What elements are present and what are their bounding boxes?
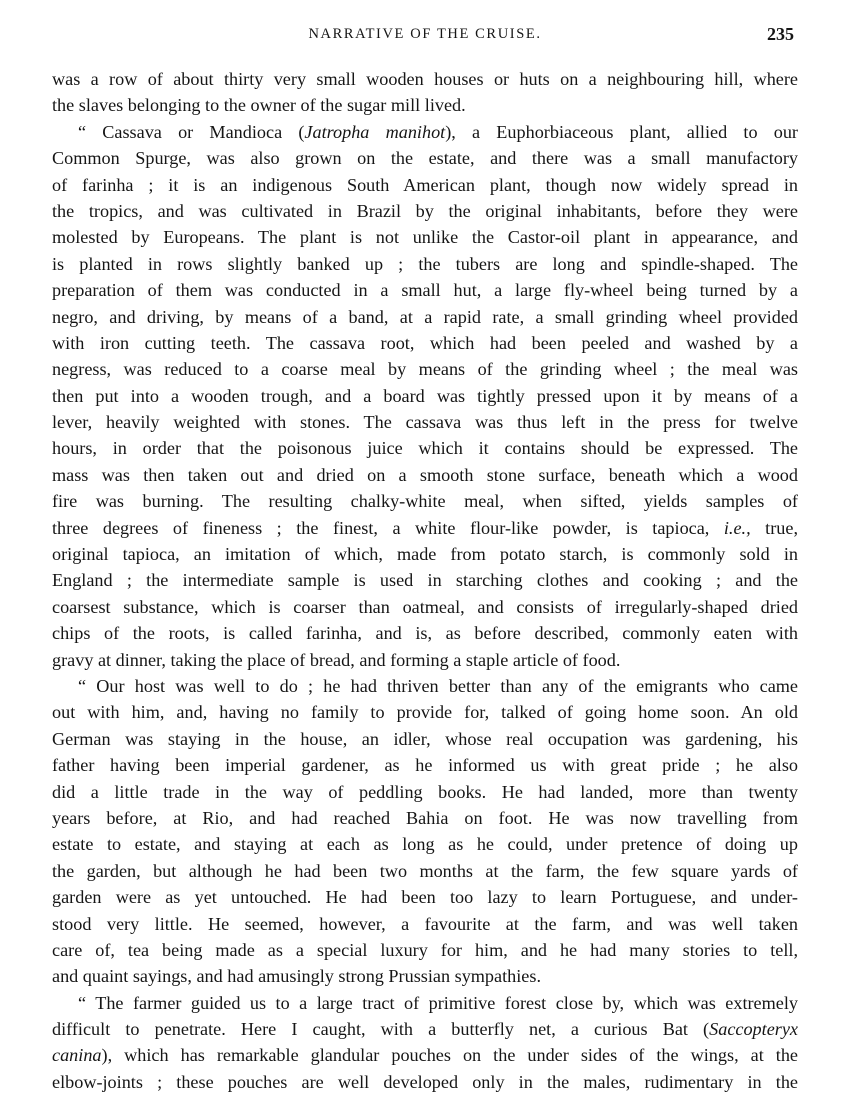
text-segment: Common Spurge, was also grown on the estate, and there was a small manufactory: [52, 148, 798, 169]
text-line: [52, 567, 798, 593]
text-line: [52, 911, 798, 937]
text-segment: mass was then taken out and dried on a smooth stone surface, beneath which a wood: [52, 464, 798, 485]
text-line: [52, 119, 798, 145]
text-segment: three degrees of fineness ; the finest, a white flour-like powder, is tapioca,: [52, 517, 724, 538]
text-line: [52, 435, 798, 461]
paragraph: [52, 990, 798, 1096]
text-segment: difficult to penetrate. Here I caught, with a butterfly net, a curious Bat (: [52, 1019, 710, 1040]
text-segment: of farinha ; it is an indigenous South American plant, though now widely spread in: [52, 174, 798, 195]
text-segment: “ Cassava or Mandioca (: [78, 121, 305, 142]
text-line: [52, 831, 798, 857]
text-segment: was a row of about thirty very small wooden houses or huts on a neighbouring hill, where: [52, 69, 798, 89]
text-segment: and quaint sayings, and had amusingly strong Prussian sympathies.: [52, 966, 541, 987]
text-line: [52, 673, 798, 699]
running-title: NARRATIVE OF THE CRUISE.: [308, 26, 542, 42]
text-line: [52, 356, 798, 382]
text-segment: did a little trade in the way of peddling books. He had landed, more than twenty: [52, 781, 798, 802]
text-line: [52, 145, 798, 171]
text-segment: garden were as yet untouched. He had been too lazy to learn Portuguese, and under-: [52, 887, 798, 908]
text-segment: negro, and driving, by means of a band, at a rapid rate, a small grinding wheel provided: [52, 306, 798, 327]
page-number: 235: [767, 24, 794, 44]
italic-text: Saccopteryx: [709, 1019, 798, 1040]
text-segment: coarsest substance, which is coarser than oatmeal, and consists of irregularly-shaped dried: [52, 596, 798, 617]
text-segment: lever, heavily weighted with stones. The cassava was thus left in the press for twelve: [52, 412, 798, 433]
text-line: [52, 224, 798, 250]
paragraph: [52, 66, 798, 119]
text-line: [52, 594, 798, 620]
text-line: [52, 515, 798, 541]
text-line: [52, 858, 798, 884]
text-line: [52, 251, 798, 277]
paragraph: [52, 673, 798, 990]
text-segment: the slaves belonging to the owner of the sugar mill lived.: [52, 95, 466, 116]
text-segment: England ; the intermediate sample is used in starching clothes and cooking ; and the: [52, 570, 798, 591]
text-line: [52, 990, 798, 1016]
text-segment: with iron cutting teeth. The cassava root, which had been peeled and washed by a: [52, 332, 798, 353]
text-line: [52, 647, 798, 673]
text-line: [52, 963, 798, 989]
text-segment: estate to estate, and staying at each as long as he could, under pretence of doing up: [52, 834, 798, 855]
text-segment: chips of the roots, is called farinha, and is, as before described, commonly eaten with: [52, 623, 798, 644]
text-segment: true,: [750, 517, 798, 538]
text-line: [52, 1016, 798, 1042]
body-text: [52, 66, 798, 1095]
text-line: [52, 172, 798, 198]
text-segment: “ Our host was well to do ; he had thriven better than any of the emigrants who came: [78, 675, 798, 696]
italic-text: canina: [52, 1045, 102, 1066]
text-segment: gravy at dinner, taking the place of bread, and forming a staple article of food.: [52, 649, 621, 670]
text-segment: German was staying in the house, an idler, whose real occupation was gardening, his: [52, 728, 798, 749]
text-line: [52, 277, 798, 303]
text-line: [52, 198, 798, 224]
text-line: [52, 488, 798, 514]
text-segment: molested by Europeans. The plant is not unlike the Castor-oil plant in appearance, and: [52, 227, 798, 248]
text-segment: original tapioca, an imitation of which, made from potato starch, is commonly sold in: [52, 544, 798, 565]
text-line: [52, 937, 798, 963]
text-segment: ), a Euphorbiaceous plant, allied to our: [445, 121, 798, 142]
text-line: [52, 330, 798, 356]
text-segment: the garden, but although he had been two months at the farm, the few square yards of: [52, 860, 798, 881]
text-segment: care of, tea being made as a special luxury for him, and he had many stories to tell,: [52, 939, 798, 960]
italic-text: Jatropha manihot: [304, 121, 446, 142]
text-segment: is planted in rows slightly banked up ; the tubers are long and spindle-shaped. The: [52, 253, 798, 274]
text-segment: “ The farmer guided us to a large tract of primitive forest close by, which was extremely: [78, 992, 798, 1013]
text-segment: then put into a wooden trough, and a board was tightly pressed upon it by means of a: [52, 385, 798, 406]
text-line: [52, 1069, 798, 1095]
text-segment: elbow-joints ; these pouches are well developed only in the males, rudimentary in the: [52, 1071, 798, 1092]
text-line: [52, 699, 798, 725]
text-segment: fire was burning. The resulting chalky-white meal, when sifted, yields samples of: [52, 491, 798, 512]
text-line: [52, 805, 798, 831]
text-segment: negress, was reduced to a coarse meal by means of the grinding wheel ; the meal was: [52, 359, 798, 380]
text-segment: hours, in order that the poisonous juice which it contains should be expressed. The: [52, 438, 798, 459]
text-segment: years before, at Rio, and had reached Bahia on foot. He was now travelling from: [52, 807, 798, 828]
text-line: [52, 726, 798, 752]
text-line: [52, 620, 798, 646]
text-line: [52, 752, 798, 778]
text-segment: preparation of them was conducted in a small hut, a large fly-wheel being turned by a: [52, 280, 798, 301]
text-segment: ), which has remarkable glandular pouches on the under sides of the wings, at the: [101, 1045, 798, 1066]
text-segment: father having been imperial gardener, as he informed us with great pride ; he also: [52, 755, 798, 776]
text-line: [52, 1042, 798, 1068]
text-line: [52, 884, 798, 910]
italic-text: i.e.,: [723, 517, 751, 538]
text-segment: the tropics, and was cultivated in Brazil by the original inhabitants, before they were: [52, 200, 798, 221]
paragraph: [52, 119, 798, 673]
text-segment: out with him, and, having no family to provide for, talked of going home soon. An old: [52, 702, 798, 723]
text-line: [52, 409, 798, 435]
text-line: [52, 66, 798, 92]
text-line: [52, 92, 798, 118]
text-line: [52, 304, 798, 330]
running-header: [52, 24, 798, 48]
text-line: [52, 779, 798, 805]
text-line: [52, 383, 798, 409]
text-segment: stood very little. He seemed, however, a favourite at the farm, and was well taken: [52, 913, 798, 934]
text-line: [52, 462, 798, 488]
text-line: [52, 541, 798, 567]
